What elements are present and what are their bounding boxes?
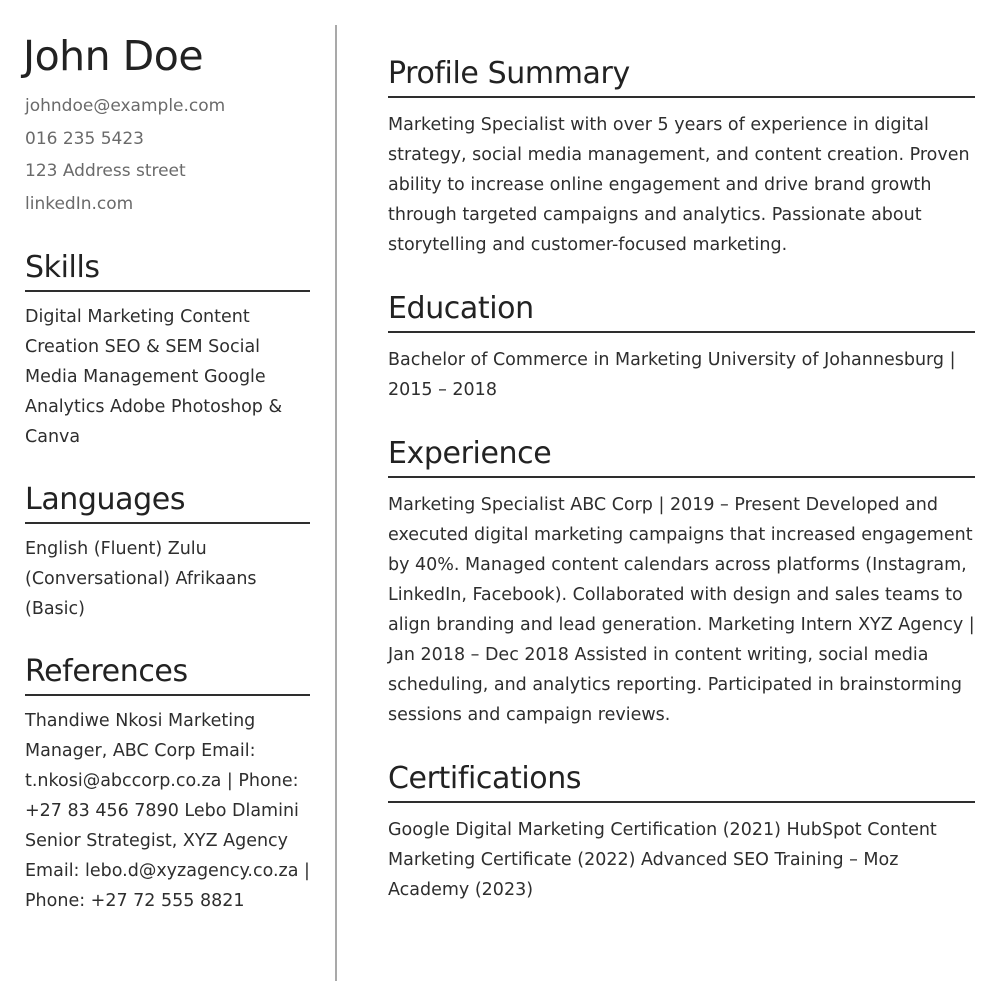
education-heading: Education (388, 287, 975, 333)
sidebar (25, 28, 310, 916)
experience-heading: Experience (388, 432, 975, 478)
languages-heading: Languages (25, 478, 310, 524)
skills-text: Digital Marketing Content Creation SEO & SEM Social Media Management Google Analytics Adobe Photoshop & Canva (25, 307, 283, 447)
languages-section (25, 478, 310, 624)
education-text: Bachelor of Commerce in Marketing University of Johannesburg | 2015 – 2018 (388, 350, 956, 400)
certifications-text: Google Digital Marketing Certification (2021) HubSpot Content Marketing Certificate (2022) Advanced SEO Training – Moz Academy (2023) (388, 820, 937, 900)
contact-email[interactable]: johndoe@example.com (25, 96, 226, 116)
certifications-section (388, 757, 975, 905)
references-heading: References (25, 650, 310, 696)
references-section (25, 650, 310, 916)
profile-heading: Profile Summary (388, 52, 975, 98)
languages-text: English (Fluent) Zulu (Conversational) Afrikaans (Basic) (25, 539, 257, 619)
main-content (388, 52, 975, 932)
contact-info (25, 90, 310, 220)
column-divider (335, 25, 337, 981)
profile-text: Marketing Specialist with over 5 years of experience in digital strategy, social media management, and content creation. Proven ability to increase online engagement and drive brand growth through targeted campaigns and analytics. Passionate about storytelling and customer-focused marketing. (388, 115, 970, 255)
profile-section (388, 52, 975, 260)
references-text: Thandiwe Nkosi Marketing Manager, ABC Corp Email: t.nkosi@abccorp.co.za | Phone: +27 83 456 7890 Lebo Dlamini Senior Strategist, XYZ Agency Email: lebo.d@xyzagency.co.za | Phone: +27 72 555 8821 (25, 711, 310, 911)
skills-section (25, 246, 310, 452)
experience-text: Marketing Specialist ABC Corp | 2019 – Present Developed and executed digital marketing campaigns that increased engagement by 40%. Managed content calendars across platforms (Instagram, LinkedIn, Facebook). Collaborated with design and sales teams to align branding and lead generation. Marketing Intern XYZ Agency | Jan 2018 – Dec 2018 Assisted in content writing, social media scheduling, and analytics reporting. Participated in brainstorming sessions and campaign reviews. (388, 495, 975, 725)
skills-heading: Skills (25, 246, 310, 292)
candidate-name: John Doe (23, 32, 204, 80)
contact-linkedin[interactable]: linkedIn.com (25, 193, 134, 214)
contact-phone: 016 235 5423 (25, 128, 144, 149)
certifications-heading: Certifications (388, 757, 975, 803)
experience-section (388, 432, 975, 730)
education-section (388, 287, 975, 405)
contact-address: 123 Address street (25, 161, 186, 181)
